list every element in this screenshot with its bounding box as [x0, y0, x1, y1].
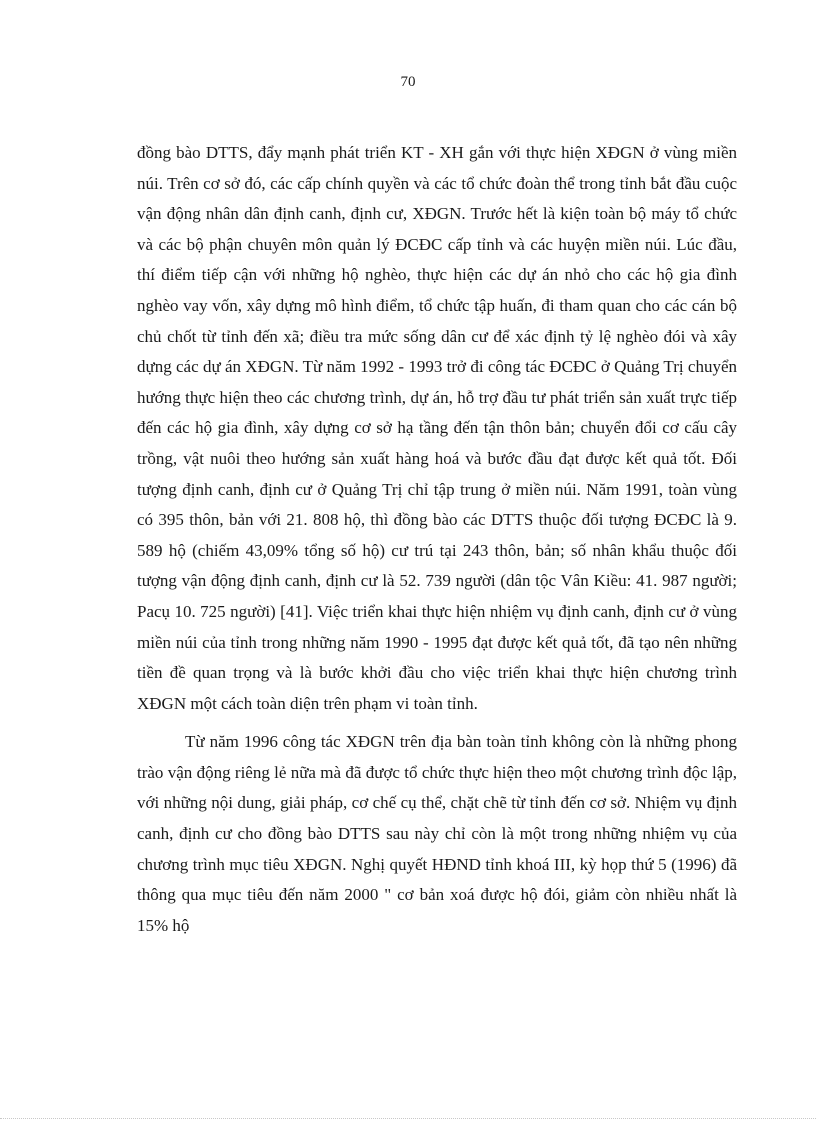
body-text	[137, 138, 737, 941]
page-number: 70	[400, 74, 416, 90]
paragraph-continued: đồng bào DTTS, đẩy mạnh phát triển KT - XH gắn với thực hiện XĐGN ở vùng miền núi. Trên cơ sở đó, các cấp chính quyền và các tổ chức đoàn thể trong tỉnh bắt đầu cuộc vận động nhân dân định canh, định cư, XĐGN. Trước hết là kiện toàn bộ máy tổ chức và các bộ phận chuyên môn quản lý ĐCĐC cấp tỉnh và các huyện miền núi. Lúc đầu, thí điểm tiếp cận với những hộ nghèo, thực hiện các dự án nhỏ cho các hộ gia đình nghèo vay vốn, xây dựng mô hình điểm, tổ chức tập huấn, đi tham quan cho các cán bộ chủ chốt từ tỉnh đến xã; điều tra mức sống dân cư để xác định tỷ lệ nghèo đói và xây dựng các dự án XĐGN. Từ năm 1992 - 1993 trở đi công tác ĐCĐC ở Quảng Trị chuyển hướng thực hiện theo các chương trình, dự án, hỗ trợ đầu tư phát triển sản xuất trực tiếp đến các hộ gia đình, xây dựng cơ sở hạ tầng đến tận thôn bản; chuyển đổi cơ cấu cây trồng, vật nuôi theo hướng sản xuất hàng hoá và bước đầu đạt được kết quả tốt. Đối tượng định canh, định cư ở Quảng Trị chỉ tập trung ở miền núi. Năm 1991, toàn vùng có 395 thôn, bản với 21. 808 hộ, thì đồng bào các DTTS thuộc đối tượng ĐCĐC là 9. 589 hộ (chiếm 43,09% tổng số hộ) cư trú tại 243 thôn, bản; số nhân khẩu thuộc đối tượng vận động định canh, định cư là 52. 739 người (dân tộc Vân Kiều: 41. 987 người; Pacụ 10. 725 người) [41]. Việc triển khai thực hiện nhiệm vụ định canh, định cư ở vùng miền núi của tỉnh trong những năm 1990 - 1995 đạt được kết quả tốt, đã tạo nên những tiền đề quan trọng và là bước khởi đầu cho việc triển khai thực hiện chương trình XĐGN một cách toàn diện trên phạm vi toàn tỉnh.	[137, 143, 737, 713]
page-bottom-divider	[0, 1118, 816, 1119]
paragraph: Từ năm 1996 công tác XĐGN trên địa bàn toàn tỉnh không còn là những phong trào vận động riêng lẻ nữa mà đã được tổ chức thực hiện theo một chương trình độc lập, với những nội dung, giải pháp, cơ chế cụ thể, chặt chẽ từ tỉnh đến cơ sở. Nhiệm vụ định canh, định cư cho đồng bào DTTS sau này chỉ còn là một trong những nhiệm vụ của chương trình mục tiêu XĐGN. Nghị quyết HĐND tỉnh khoá III, kỳ họp thứ 5 (1996) đã thông qua mục tiêu đến năm 2000 " cơ bản xoá được hộ đói, giảm còn nhiều nhất là 15% hộ	[137, 732, 737, 935]
